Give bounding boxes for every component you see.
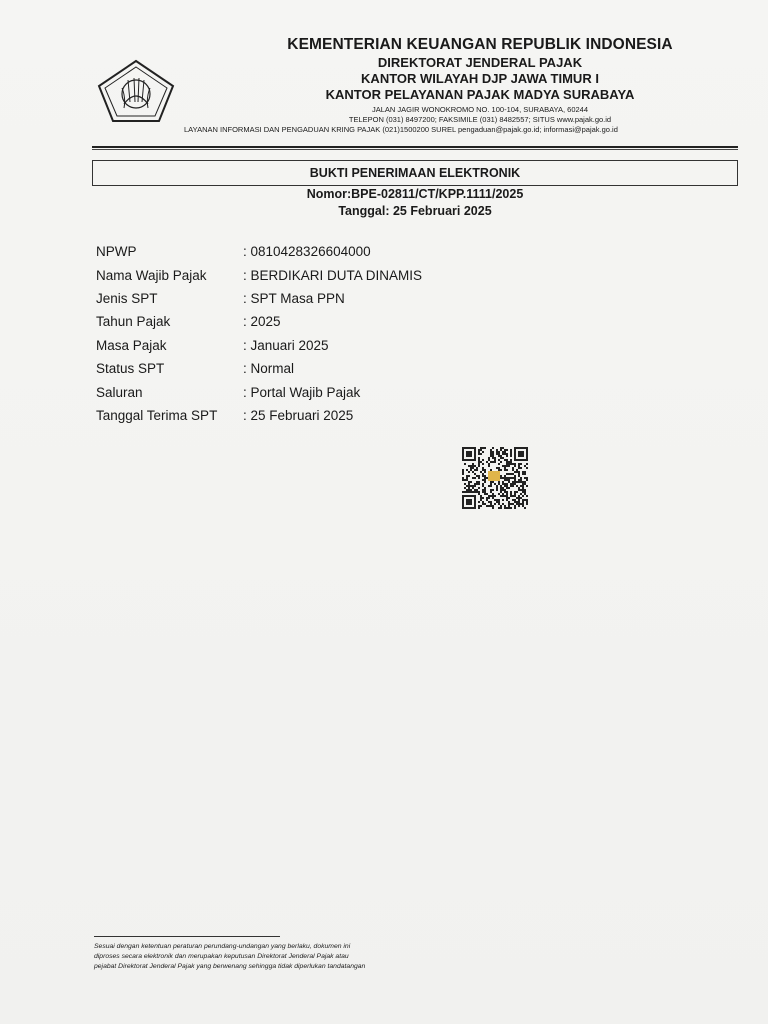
field-value: : Portal Wajib Pajak (243, 384, 361, 400)
footnote-line: Sesuai dengan ketentuan peraturan perundang-undangan yang berlaku, dokumen ini (94, 943, 351, 950)
field-status-spt (96, 357, 422, 380)
field-label: Saluran (96, 384, 143, 400)
field-label: NPWP (96, 244, 137, 260)
ministry-emblem-icon (94, 58, 178, 124)
field-value: : Januari 2025 (243, 337, 329, 353)
field-jenis-spt (96, 287, 422, 310)
field-value: : 0810428326604000 (243, 244, 371, 260)
office-phone: TELEPON (031) 8497200; FAKSIMILE (031) 8482557; SITUS www.pajak.go.id (348, 115, 612, 124)
field-label: Tanggal Terima SPT (96, 407, 218, 423)
footnote-line: diproses secara elektronik dan merupakan keputusan Direktorat Jenderal Pajak atau (94, 953, 349, 960)
regional-office-name: KANTOR WILAYAH DJP JAWA TIMUR I (361, 71, 599, 86)
field-value: : SPT Masa PPN (243, 290, 345, 306)
field-value: : Normal (243, 361, 295, 377)
field-label: Jenis SPT (96, 290, 158, 306)
field-value: : 2025 (243, 314, 281, 330)
document-number: Nomor:BPE-02811/CT/KPP.1111/2025 (306, 187, 524, 201)
footnote-divider (94, 936, 280, 937)
qr-code-icon (462, 447, 528, 509)
footnote (94, 942, 414, 972)
letterhead (180, 36, 740, 134)
field-npwp (96, 240, 422, 263)
field-tahun-pajak (96, 310, 422, 333)
directorate-name: DIREKTORAT JENDERAL PAJAK (377, 55, 583, 70)
field-value: : 25 Februari 2025 (243, 407, 354, 423)
header-divider-thin (92, 149, 738, 150)
field-masa-pajak (96, 334, 422, 357)
footnote-line: pejabat Direktorat Jenderal Pajak yang berwenang sehingga tidak diperlukan tandatangan (94, 963, 366, 970)
document-date: Tanggal: 25 Februari 2025 (338, 204, 492, 218)
document-title: BUKTI PENERIMAAN ELEKTRONIK (92, 160, 738, 186)
tax-office-name: KANTOR PELAYANAN PAJAK MADYA SURABAYA (325, 87, 635, 102)
field-label: Status SPT (96, 361, 165, 377)
field-nama-wajib-pajak (96, 263, 422, 286)
field-value: : BERDIKARI DUTA DINAMIS (243, 267, 423, 283)
field-label: Tahun Pajak (96, 314, 171, 330)
ministry-name: KEMENTERIAN KEUANGAN REPUBLIK INDONESIA (287, 36, 673, 53)
receipt-fields (96, 240, 422, 427)
field-label: Nama Wajib Pajak (96, 267, 207, 283)
office-address: JALAN JAGIR WONOKROMO NO. 100-104, SURABAYA, 60244 (371, 105, 589, 114)
field-saluran (96, 380, 422, 403)
field-tanggal-terima-spt (96, 404, 422, 427)
service-contact: LAYANAN INFORMASI DAN PENGADUAN KRING PAJAK (021)1500200 SUREL pengaduan@pajak.go.id; informasi@pajak.go.id (184, 125, 618, 134)
header-divider (92, 146, 738, 148)
field-label: Masa Pajak (96, 337, 167, 353)
